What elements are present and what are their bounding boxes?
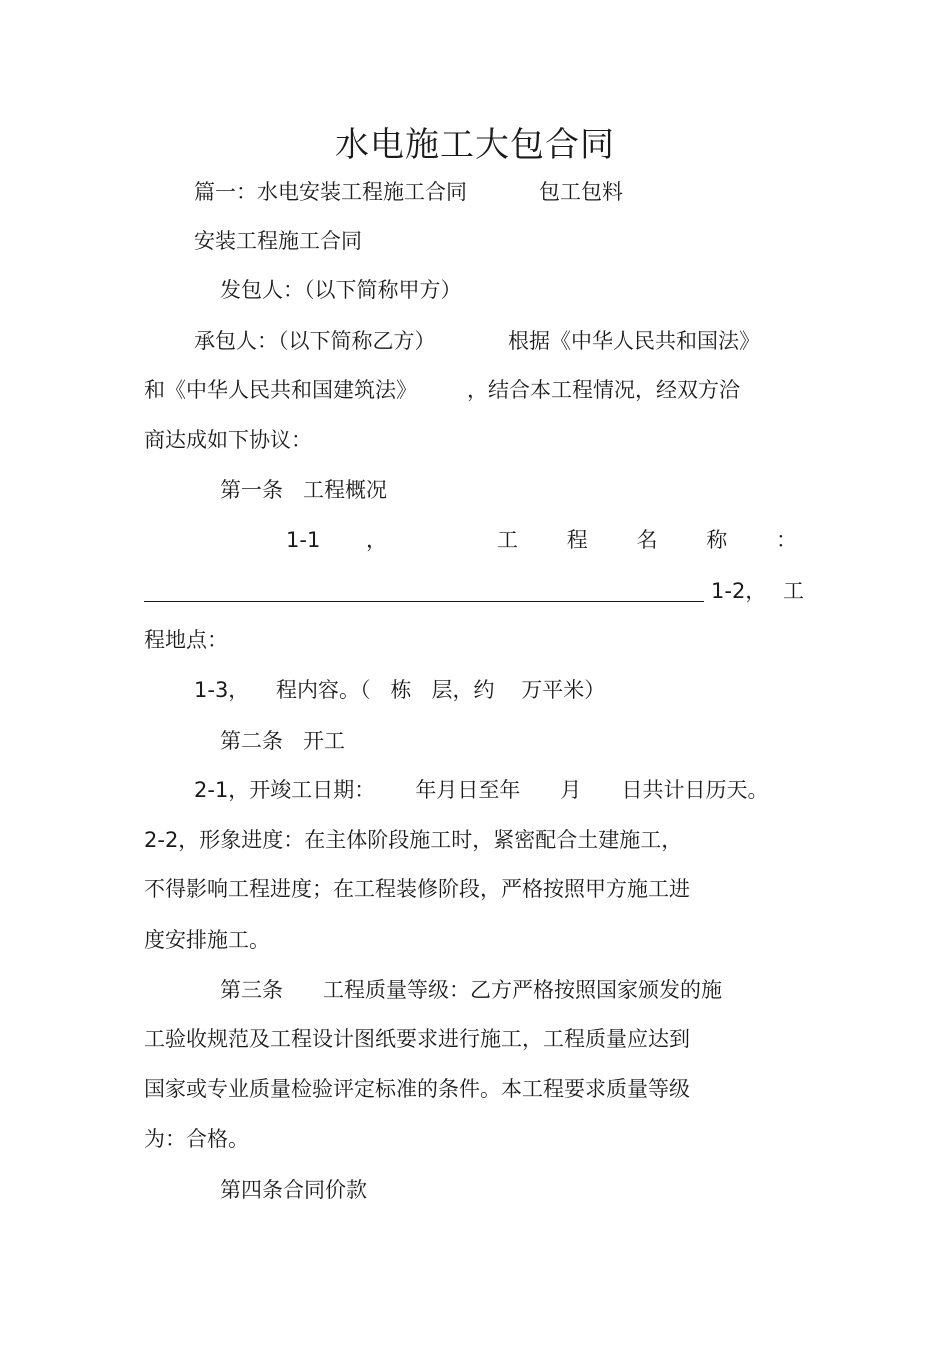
- text-line: 根据《中华人民共和国法》: [508, 329, 760, 353]
- text-line: 2-2，形象进度：在主体阶段施工时，紧密配合土建施工，: [144, 828, 683, 852]
- section-heading: 第一条 工程概况: [220, 478, 388, 502]
- text-line: 程地点：: [144, 628, 228, 652]
- spread-char: 程: [566, 528, 588, 552]
- text-line: 度安排施工。: [144, 928, 270, 952]
- text-line: ，结合本工程情况，经双方洽: [467, 378, 740, 402]
- spread-char: ：: [776, 528, 797, 552]
- text-line: 安装工程施工合同: [194, 229, 362, 253]
- text-line: 篇一：水电安装工程施工合同: [194, 180, 467, 204]
- section-heading: 第二条 开工: [220, 729, 346, 753]
- text-line: 和《中华人民共和国建筑法》: [144, 378, 417, 402]
- text-line: 承包人：（以下简称乙方）: [194, 329, 436, 353]
- text-line: 1-2，: [711, 579, 767, 603]
- text-line: 工验收规范及工程设计图纸要求进行施工，工程质量应达到: [144, 1027, 690, 1051]
- spread-label: [497, 525, 797, 555]
- section-heading: 第三条 工程质量等级：乙方严格按照国家颁发的施: [220, 978, 723, 1002]
- text-line: 发包人：（以下简称甲方）: [220, 278, 462, 302]
- text-line: 工: [783, 579, 804, 603]
- text-line: 1-3， 程内容。（ 栋 层，约 万平米）: [194, 678, 606, 702]
- text-line: 为：合格。: [144, 1127, 249, 1151]
- spread-char: 称: [706, 528, 728, 552]
- text-line: 商达成如下协议：: [144, 428, 312, 452]
- spread-char: 名: [636, 528, 658, 552]
- text-line: 不得影响工程进度；在工程装修阶段，严格按照甲方施工进: [144, 877, 690, 901]
- item-comma: ，: [366, 528, 387, 552]
- fill-in-blank-line: [144, 601, 704, 602]
- section-heading: 第四条合同价款: [220, 1178, 367, 1202]
- document-title: 水电施工大包合同: [335, 125, 615, 165]
- spread-char: 工: [497, 528, 518, 552]
- item-number: 1-1: [286, 528, 321, 552]
- text-line: 2-1，开竣工日期： 年月日至年 月 日共计日历天。: [194, 778, 769, 802]
- text-line: 包工包料: [539, 180, 623, 204]
- text-line: 国家或专业质量检验评定标准的条件。本工程要求质量等级: [144, 1077, 690, 1101]
